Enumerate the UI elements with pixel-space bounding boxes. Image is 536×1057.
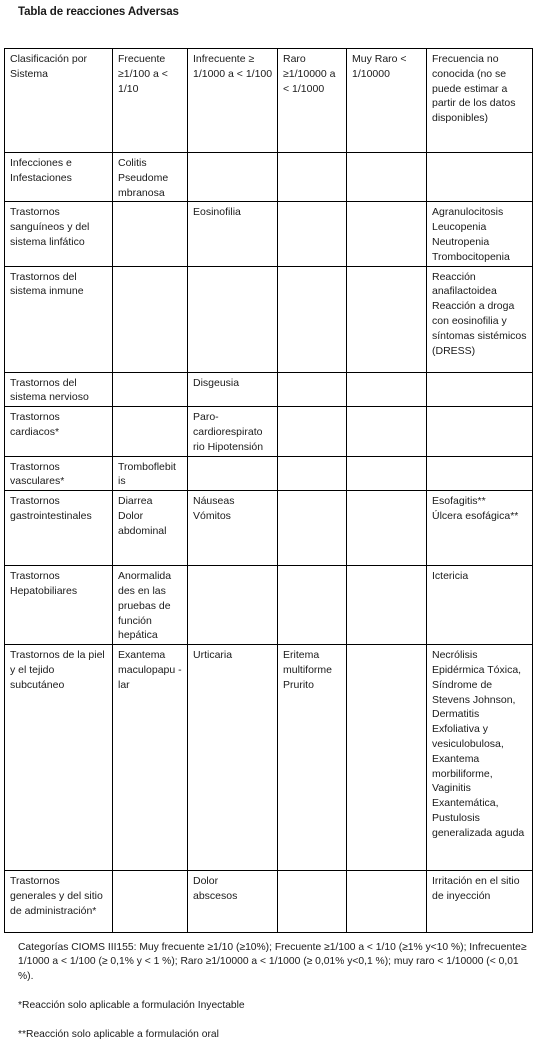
- table-cell: [113, 202, 188, 266]
- header-cell: Infrecuente ≥ 1/1000 a < 1/100: [188, 49, 278, 153]
- injectable-note: *Reacción solo aplicable a formulación Inyectable: [18, 999, 245, 1011]
- table-cell: Trastornos gastrointestinales: [5, 491, 113, 566]
- table-row: [5, 566, 533, 645]
- table-cell: [347, 372, 427, 407]
- page-title: Tabla de reacciones Adversas: [18, 6, 179, 18]
- table-cell: [278, 372, 347, 407]
- table-cell: [278, 202, 347, 266]
- table-cell: Trastornos vasculares*: [5, 456, 113, 491]
- adverse-reactions-table: [4, 48, 533, 933]
- table-cell: [347, 202, 427, 266]
- footnotes: [18, 926, 528, 1057]
- table-header-row: [5, 49, 533, 153]
- table-cell: [347, 645, 427, 871]
- table-row: [5, 456, 533, 491]
- table-cell: Eosinofilia: [188, 202, 278, 266]
- header-cell: Raro ≥1/10000 a < 1/1000: [278, 49, 347, 153]
- table-cell: Esofagitis** Úlcera esofágica**: [427, 491, 533, 566]
- table-cell: [278, 566, 347, 645]
- table-cell: Tromboflebit is: [113, 456, 188, 491]
- table-cell: Colitis Pseudome mbranosa: [113, 153, 188, 202]
- table-cell: [188, 566, 278, 645]
- table-cell: [427, 372, 533, 407]
- table-cell: [113, 407, 188, 456]
- table-cell: Paro-cardiorespirato rio Hipotensión: [188, 407, 278, 456]
- frequency-categories-note: Categorías CIOMS III155: Muy frecuente ≥1/10 (≥10%); Frecuente ≥1/100 a < 1/10 (≥1% y<10 %); Infrecuente≥ 1/1000 a < 1/100 (≥ 0,1% y < 1 %); Raro ≥1/10000 a < 1/1000 (≥ 0,01% y<0,1 %); muy raro < 1/10000 (< 0,01 %).: [18, 941, 527, 982]
- table-cell: Trastornos del sistema inmune: [5, 266, 113, 372]
- table-cell: Trastornos de la piel y el tejido subcutáneo: [5, 645, 113, 871]
- table-row: [5, 871, 533, 933]
- table-cell: [278, 491, 347, 566]
- table-cell: [347, 266, 427, 372]
- table-cell: [278, 266, 347, 372]
- table-row: [5, 266, 533, 372]
- table-cell: [347, 566, 427, 645]
- table-row: [5, 407, 533, 456]
- table-cell: Diarrea Dolor abdominal: [113, 491, 188, 566]
- table-cell: [427, 153, 533, 202]
- header-cell: Frecuente ≥1/100 a < 1/10: [113, 49, 188, 153]
- table-cell: [113, 372, 188, 407]
- oral-note: **Reacción solo aplicable a formulación oral: [18, 1029, 219, 1041]
- table-cell: [113, 871, 188, 933]
- table-row: [5, 153, 533, 202]
- table-cell: Reacción anafilactoidea Reacción a droga con eosinofilia y síntomas sistémicos (DRESS): [427, 266, 533, 372]
- table-cell: [347, 456, 427, 491]
- header-cell: Frecuencia no conocida (no se puede estimar a partir de los datos disponibles): [427, 49, 533, 153]
- table-cell: Exantema maculopapu -lar: [113, 645, 188, 871]
- table-cell: Trastornos Hepatobiliares: [5, 566, 113, 645]
- table-cell: Náuseas Vómitos: [188, 491, 278, 566]
- table-cell: [347, 407, 427, 456]
- table-cell: Eritema multiforme Prurito: [278, 645, 347, 871]
- table-cell: [113, 266, 188, 372]
- table-row: [5, 645, 533, 871]
- table-row: [5, 491, 533, 566]
- table-cell: [347, 871, 427, 933]
- table-cell: Infecciones e Infestaciones: [5, 153, 113, 202]
- table-cell: Irritación en el sitio de inyección: [427, 871, 533, 933]
- table-cell: [347, 153, 427, 202]
- header-cell: Muy Raro < 1/10000: [347, 49, 427, 153]
- table-cell: Dolor abscesos: [188, 871, 278, 933]
- table-cell: Ictericia: [427, 566, 533, 645]
- table-cell: [188, 153, 278, 202]
- table-cell: Necrólisis Epidérmica Tóxica, Síndrome de Stevens Johnson, Dermatitis Exfoliativa y vesiculobulosa, Exantema morbiliforme, Vaginitis Exantemática, Pustulosis generalizada aguda: [427, 645, 533, 871]
- table-cell: [278, 456, 347, 491]
- header-cell: Clasificación por Sistema: [5, 49, 113, 153]
- table-cell: Trastornos sanguíneos y del sistema linfático: [5, 202, 113, 266]
- table-cell: [278, 407, 347, 456]
- table-cell: Trastornos generales y del sitio de administración*: [5, 871, 113, 933]
- table-cell: Trastornos del sistema nervioso: [5, 372, 113, 407]
- table-row: [5, 202, 533, 266]
- table-cell: [347, 491, 427, 566]
- table-cell: Disgeusia: [188, 372, 278, 407]
- table-cell: [278, 153, 347, 202]
- table-row: [5, 372, 533, 407]
- table-cell: [427, 407, 533, 456]
- table-cell: Trastornos cardiacos*: [5, 407, 113, 456]
- table-cell: Agranulocitosis Leucopenia Neutropenia Trombocitopenia: [427, 202, 533, 266]
- table-cell: [278, 871, 347, 933]
- table-cell: Urticaria: [188, 645, 278, 871]
- table-cell: [188, 456, 278, 491]
- table-cell: Anormalida des en las pruebas de función hepática: [113, 566, 188, 645]
- table-cell: [427, 456, 533, 491]
- table-cell: [188, 266, 278, 372]
